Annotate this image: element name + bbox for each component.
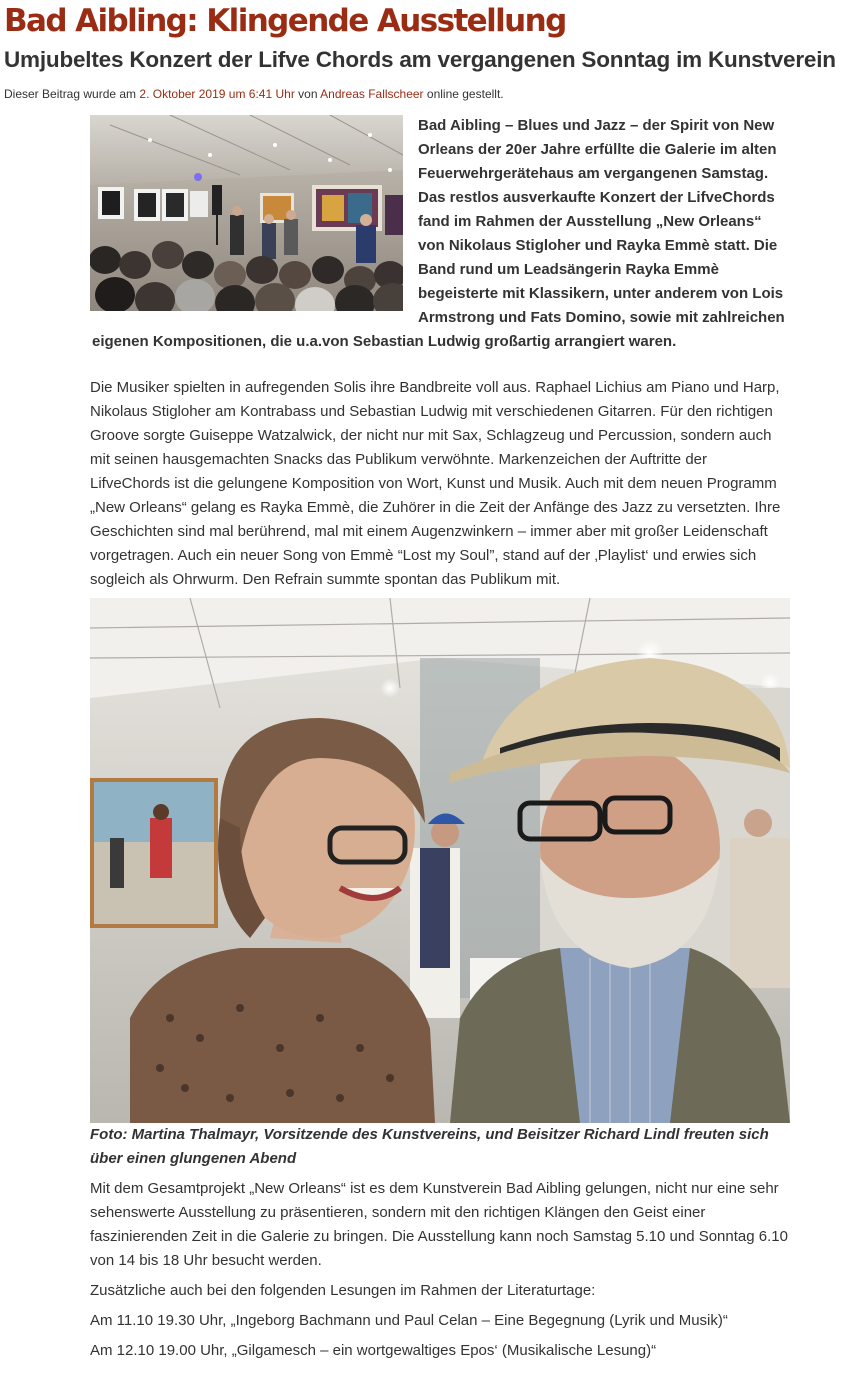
paragraph-project: Mit dem Gesamtprojekt „New Orleans“ ist es dem Kunstverein Bad Aibling gelungen, nicht nur eine sehr sehenswerte Ausstellung zu präsentieren, sondern mit den richtigen Klängen den Geist einer faszinierenden Zeit in die Galerie zu bringen. Die Ausstellung kann noch Samstag 5.10 und Sonntag 6.10 von 14 bis 18 Uhr besucht werden. [90,1180,788,1269]
paragraph-readings: Zusätzliche auch bei den folgenden Lesungen im Rahmen der Literaturtage: [90,1282,596,1299]
portrait-photo[interactable] [90,598,790,1123]
author-link[interactable]: Andreas Fallscheer [320,87,424,101]
article-title: Bad Aibling: Klingende Ausstellung [4,3,566,39]
meta-prefix: Dieser Beitrag wurde am [4,87,140,101]
photo-caption: Foto: Martina Thalmayr, Vorsitzende des Kunstvereins, und Beisitzer Richard Lindl freuten sich über einen glungenen Abend [90,1126,769,1167]
concert-photo-graphic [90,115,403,311]
article-body [90,114,790,1363]
paragraph-musicians: Die Musiker spielten in aufregenden Solis ihre Bandbreite voll aus. Raphael Lichius am Piano und Harp, Nikolaus Stigloher am Kontrabass und Sebastian Ludwig mit verschiedenen Gitarren. Für den richtigen Groove sorgte Guiseppe Watzalwick, der nicht nur mit Sax, Schlagzeug und Percussion, sondern auch mit seinen hausgemachten Snacks das Publikum verwöhnte. Markenzeichen der Auftritte der LifveChords ist die gelungene Komposition von Wort, Kunst und Musik. Auch mit dem neuen Programm „New Orleans“ gelang es Rayka Emmè, die Zuhörer in die Zeit der Anfänge des Jazz zu versetzten. Ihre Geschichten sind mal berührend, mal mit einem Augenzwinkern – immer aber mit großer Leidenschaft vorgetragen. Auch ein neuer Song von Emmè “Lost my Soul”, stand auf der ‚Playlist‘ und erwies sich sogleich als Ohrwurm. Den Refrain summte spontan das Publikum mit. [90,379,781,588]
portrait-photo-graphic [90,598,790,1123]
meta-suffix: online gestellt. [423,87,504,101]
event-line-2: Am 12.10 19.00 Uhr, „Gilgamesch – ein wortgewaltiges Epos‘ (Musikalische Lesung)“ [90,1342,657,1359]
post-meta [4,86,504,102]
lead-paragraph: Bad Aibling – Blues und Jazz – der Spirit von New Orleans der 20er Jahre erfüllte die Galerie im alten Feuerwehrgerätehaus am vergangenen Samstag. Das restlos ausverkaufte Konzert der LifveChords fand im Rahmen der Ausstellung „New Orleans“ von Nikolaus Stigloher und Rayka Emmè statt. Die Band rund um Leadsängerin Rayka Emmè begeisterte mit Klassikern, unter anderem von Lois Armstrong und Fats Domino, sowie mit zahlreichen eigenen Kompositionen, die u.a.von Sebastian Ludwig großartig arrangiert waren. [92,117,785,350]
concert-photo[interactable] [90,115,403,311]
article-subtitle: Umjubeltes Konzert der Lifve Chords am vergangenen Sonntag im Kunstverein [4,47,836,72]
meta-middle: von [294,87,321,101]
date-link[interactable]: 2. Oktober 2019 um 6:41 Uhr [139,87,295,101]
event-line-1: Am 11.10 19.30 Uhr, „Ingeborg Bachmann und Paul Celan – Eine Begegnung (Lyrik und Musik)“ [90,1312,728,1329]
